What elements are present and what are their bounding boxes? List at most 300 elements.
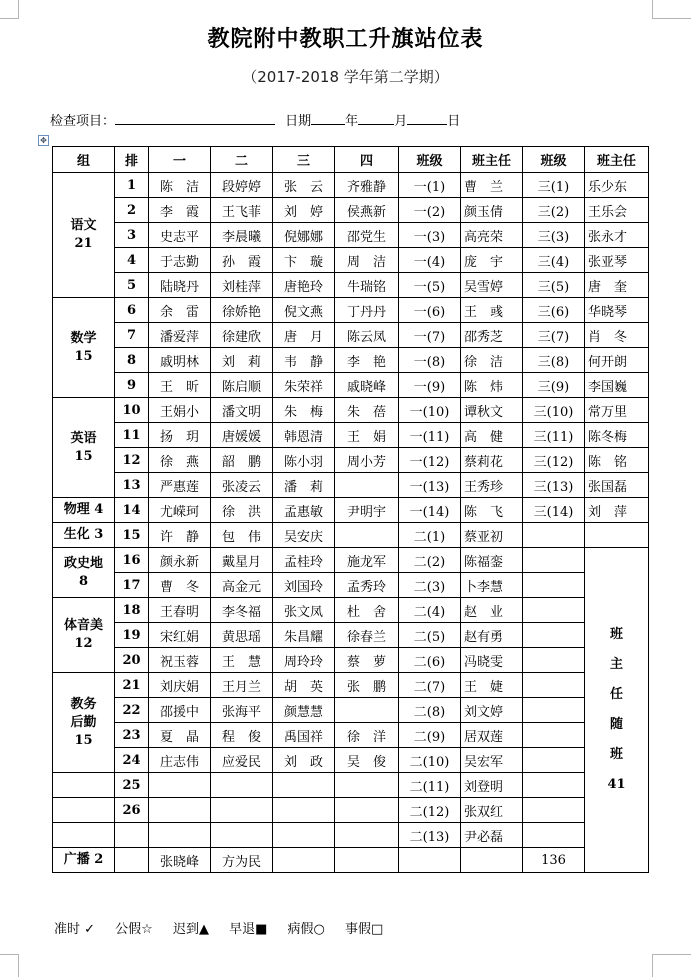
- row-number: 10: [115, 398, 149, 423]
- class-name: [523, 798, 585, 823]
- class-teacher: 蔡莉花: [461, 448, 523, 473]
- staff-name: 孙 霞: [211, 248, 273, 273]
- table-move-handle-icon[interactable]: ✥: [38, 135, 49, 146]
- row-number: 22: [115, 698, 149, 723]
- staff-name: 李晨曦: [211, 223, 273, 248]
- table-row: [53, 773, 649, 798]
- staff-name: [149, 773, 211, 798]
- staff-name: 于志勤: [149, 248, 211, 273]
- staff-name: 潘 莉: [273, 473, 335, 498]
- day-label: 日: [447, 114, 461, 129]
- class-name: 二(5): [399, 623, 461, 648]
- month-blank[interactable]: [358, 112, 394, 125]
- page-corner-mark: [0, 0, 19, 19]
- class-name: 二(8): [399, 698, 461, 723]
- staff-name: [211, 773, 273, 798]
- class-teacher: 邵秀芝: [461, 323, 523, 348]
- day-blank[interactable]: [407, 112, 447, 125]
- table-row: [53, 523, 649, 548]
- class-name: 三(10): [523, 398, 585, 423]
- staff-name: 陈小羽: [273, 448, 335, 473]
- staff-name: 段婷婷: [211, 173, 273, 198]
- staff-name: 徐春兰: [335, 623, 399, 648]
- staff-name: [335, 523, 399, 548]
- check-item-label: 检查项目：: [50, 114, 116, 129]
- class-name: 一(10): [399, 398, 461, 423]
- class-teacher: 张国磊: [585, 473, 649, 498]
- month-label: 月: [394, 114, 408, 129]
- page-subtitle: （2017-2018 学年第二学期）: [242, 68, 449, 86]
- staff-name: 方为民: [211, 848, 273, 873]
- staff-name: 倪娜娜: [273, 223, 335, 248]
- staff-name: 唐 月: [273, 323, 335, 348]
- row-number: 2: [115, 198, 149, 223]
- staff-name: 丁丹丹: [335, 298, 399, 323]
- legend-early: 早退■: [229, 922, 268, 937]
- class-teacher: [461, 848, 523, 873]
- row-number: 8: [115, 348, 149, 373]
- row-number: [115, 823, 149, 848]
- staff-name: 张 云: [273, 173, 335, 198]
- class-teacher: 庞 宇: [461, 248, 523, 273]
- year-blank[interactable]: [311, 112, 345, 125]
- class-name: 三(14): [523, 498, 585, 523]
- class-teacher: 王 婕: [461, 673, 523, 698]
- class-teacher: 王 彧: [461, 298, 523, 323]
- group-cell: 英语 15: [53, 398, 115, 498]
- class-teacher: 陈 炜: [461, 373, 523, 398]
- staff-name: 高金元: [211, 573, 273, 598]
- class-teacher: 赵有勇: [461, 623, 523, 648]
- row-number: 26: [115, 798, 149, 823]
- staff-name: 王 慧: [211, 648, 273, 673]
- row-number: 17: [115, 573, 149, 598]
- table-row: [53, 448, 649, 473]
- staff-name: 邵党生: [335, 223, 399, 248]
- class-name: [523, 698, 585, 723]
- staff-name: 陈 洁: [149, 173, 211, 198]
- staff-name: [335, 698, 399, 723]
- staff-name: 孟惠敏: [273, 498, 335, 523]
- legend-ontime: 准时 ✓: [54, 922, 96, 937]
- class-teacher: 颜玉倩: [461, 198, 523, 223]
- table-row: [53, 298, 649, 323]
- class-name: [523, 673, 585, 698]
- staff-name: 史志平: [149, 223, 211, 248]
- staff-name: 王 娟: [335, 423, 399, 448]
- staff-name: [335, 848, 399, 873]
- header-cell: 一: [149, 147, 211, 173]
- staff-name: [273, 823, 335, 848]
- header-cell: 班主任: [585, 147, 649, 173]
- staff-name: 徐建欣: [211, 323, 273, 348]
- class-name: 一(13): [399, 473, 461, 498]
- class-name: [523, 648, 585, 673]
- staff-name: 戚晓峰: [335, 373, 399, 398]
- class-name: 一(12): [399, 448, 461, 473]
- table-row: [53, 823, 649, 848]
- staff-name: 禹国祥: [273, 723, 335, 748]
- staff-name: 张凌云: [211, 473, 273, 498]
- class-teacher: 张双红: [461, 798, 523, 823]
- class-teacher: 王乐会: [585, 198, 649, 223]
- class-teacher: [585, 523, 649, 548]
- legend-public-leave: 公假☆: [115, 922, 153, 937]
- row-number: 9: [115, 373, 149, 398]
- staff-name: 黄思瑶: [211, 623, 273, 648]
- class-teacher: 乐少东: [585, 173, 649, 198]
- class-name: 二(4): [399, 598, 461, 623]
- staff-name: 刘桂萍: [211, 273, 273, 298]
- row-number: 21: [115, 673, 149, 698]
- class-name: 三(11): [523, 423, 585, 448]
- group-cell: 教务 后勤 15: [53, 673, 115, 773]
- staff-name: 唐媛媛: [211, 423, 273, 448]
- class-teacher: 陈福銮: [461, 548, 523, 573]
- class-name: [523, 748, 585, 773]
- class-name: 一(2): [399, 198, 461, 223]
- staff-name: 韦 静: [273, 348, 335, 373]
- class-name: 136: [523, 848, 585, 873]
- table-header-row: [53, 147, 649, 173]
- staff-name: 邵援中: [149, 698, 211, 723]
- staff-name: 倪文燕: [273, 298, 335, 323]
- staff-name: 刘 莉: [211, 348, 273, 373]
- class-name: 三(6): [523, 298, 585, 323]
- row-number: 25: [115, 773, 149, 798]
- staff-name: 胡 英: [273, 673, 335, 698]
- class-name: 二(13): [399, 823, 461, 848]
- group-cell: 广播 2: [53, 848, 115, 873]
- table-row: [53, 723, 649, 748]
- staff-name: 朱 蓓: [335, 398, 399, 423]
- staff-name: [149, 823, 211, 848]
- group-cell: 体音美 12: [53, 598, 115, 673]
- staff-name: 王 昕: [149, 373, 211, 398]
- staff-name: 严惠莲: [149, 473, 211, 498]
- class-teacher: 蔡亚初: [461, 523, 523, 548]
- header-cell: 班级: [399, 147, 461, 173]
- table-row: [53, 423, 649, 448]
- page-corner-mark: [0, 954, 19, 977]
- staff-name: 孟桂玲: [273, 548, 335, 573]
- staff-name: 刘 婷: [273, 198, 335, 223]
- staff-name: [335, 473, 399, 498]
- staff-name: 张文凤: [273, 598, 335, 623]
- class-name: 一(6): [399, 298, 461, 323]
- staff-name: 徐 洪: [211, 498, 273, 523]
- staff-name: 朱荣祥: [273, 373, 335, 398]
- class-name: 二(11): [399, 773, 461, 798]
- class-teacher: 冯晓雯: [461, 648, 523, 673]
- page-corner-mark: [652, 0, 691, 19]
- class-teacher: 陈冬梅: [585, 423, 649, 448]
- class-teacher: 肖 冬: [585, 323, 649, 348]
- staff-name: 陆晓丹: [149, 273, 211, 298]
- page-corner-mark: [652, 954, 691, 977]
- class-teacher: 陈 飞: [461, 498, 523, 523]
- class-name: 三(7): [523, 323, 585, 348]
- legend-personal: 事假□: [345, 922, 384, 937]
- table-row: [53, 498, 649, 523]
- class-teacher: 高 健: [461, 423, 523, 448]
- staff-name: 程 俊: [211, 723, 273, 748]
- table-row: [53, 248, 649, 273]
- header-cell: 二: [211, 147, 273, 173]
- staff-name: 宋红娟: [149, 623, 211, 648]
- staff-name: 徐 洋: [335, 723, 399, 748]
- staff-name: [335, 773, 399, 798]
- class-teacher: 曹 兰: [461, 173, 523, 198]
- follow-class-note: 班 主 任 随 班 41: [585, 548, 649, 873]
- row-number: 7: [115, 323, 149, 348]
- class-name: 一(11): [399, 423, 461, 448]
- class-name: [399, 848, 461, 873]
- row-number: 19: [115, 623, 149, 648]
- table-row: [53, 548, 649, 573]
- group-cell: 生化 3: [53, 523, 115, 548]
- table-row: [53, 648, 649, 673]
- row-number: 12: [115, 448, 149, 473]
- staff-name: 刘国玲: [273, 573, 335, 598]
- row-number: 24: [115, 748, 149, 773]
- class-teacher: 徐 洁: [461, 348, 523, 373]
- group-cell: 语文 21: [53, 173, 115, 298]
- row-number: 20: [115, 648, 149, 673]
- staff-name: 陈云凤: [335, 323, 399, 348]
- table-row: [53, 473, 649, 498]
- staff-name: 孟秀玲: [335, 573, 399, 598]
- staff-name: 潘文明: [211, 398, 273, 423]
- class-name: 一(4): [399, 248, 461, 273]
- row-number: 11: [115, 423, 149, 448]
- date-label: 日期: [285, 114, 312, 129]
- staff-name: 潘爱萍: [149, 323, 211, 348]
- staff-name: 曹 冬: [149, 573, 211, 598]
- staff-name: 杜 舍: [335, 598, 399, 623]
- class-teacher: 张亚琴: [585, 248, 649, 273]
- header-cell: 班主任: [461, 147, 523, 173]
- header-cell: 四: [335, 147, 399, 173]
- class-teacher: 刘登明: [461, 773, 523, 798]
- check-item-blank[interactable]: [115, 112, 275, 125]
- legend-sick: 病假○: [287, 922, 325, 937]
- table-row: [53, 173, 649, 198]
- row-number: 14: [115, 498, 149, 523]
- class-name: 三(9): [523, 373, 585, 398]
- class-name: 三(12): [523, 448, 585, 473]
- class-teacher: 王秀珍: [461, 473, 523, 498]
- class-name: 三(5): [523, 273, 585, 298]
- staff-name: 庄志伟: [149, 748, 211, 773]
- group-cell: 物理 4: [53, 498, 115, 523]
- class-teacher: 何开朗: [585, 348, 649, 373]
- staff-name: 王飞菲: [211, 198, 273, 223]
- staff-name: 颜慧慧: [273, 698, 335, 723]
- staff-name: 施龙军: [335, 548, 399, 573]
- staff-name: 应爱民: [211, 748, 273, 773]
- staff-name: 尤嵘珂: [149, 498, 211, 523]
- staff-name: 王月兰: [211, 673, 273, 698]
- staff-name: 包 伟: [211, 523, 273, 548]
- class-name: 二(2): [399, 548, 461, 573]
- group-cell: 政史地 8: [53, 548, 115, 598]
- staff-name: 张 鹏: [335, 673, 399, 698]
- class-teacher: 唐 奎: [585, 273, 649, 298]
- staff-name: 许 静: [149, 523, 211, 548]
- row-number: 6: [115, 298, 149, 323]
- staff-name: 戚明林: [149, 348, 211, 373]
- staff-name: 李 艳: [335, 348, 399, 373]
- class-name: 三(4): [523, 248, 585, 273]
- row-number: 1: [115, 173, 149, 198]
- class-name: 一(7): [399, 323, 461, 348]
- class-name: 一(5): [399, 273, 461, 298]
- class-teacher: 卜李慧: [461, 573, 523, 598]
- header-cell: 三: [273, 147, 335, 173]
- class-name: [523, 548, 585, 573]
- staff-name: 吴安庆: [273, 523, 335, 548]
- staff-name: 侯燕新: [335, 198, 399, 223]
- class-name: 二(12): [399, 798, 461, 823]
- class-name: [523, 523, 585, 548]
- class-name: 二(3): [399, 573, 461, 598]
- class-teacher: 刘文婷: [461, 698, 523, 723]
- class-teacher: 吴雪婷: [461, 273, 523, 298]
- staff-name: 韶 鹏: [211, 448, 273, 473]
- staff-name: 余 雷: [149, 298, 211, 323]
- staff-name: 刘 政: [273, 748, 335, 773]
- table-row: [53, 748, 649, 773]
- staff-name: 卞 璇: [273, 248, 335, 273]
- staff-name: 徐娇艳: [211, 298, 273, 323]
- class-teacher: 居双莲: [461, 723, 523, 748]
- year-label: 年: [345, 114, 359, 129]
- group-cell: [53, 823, 115, 848]
- header-cell: 班级: [523, 147, 585, 173]
- class-name: 二(7): [399, 673, 461, 698]
- class-name: [523, 598, 585, 623]
- table-row: [53, 348, 649, 373]
- class-name: 二(6): [399, 648, 461, 673]
- row-number: 5: [115, 273, 149, 298]
- staff-name: 朱昌耀: [273, 623, 335, 648]
- staff-name: 齐雅静: [335, 173, 399, 198]
- staff-name: [273, 798, 335, 823]
- staff-name: 徐 燕: [149, 448, 211, 473]
- staff-name: 蔡 萝: [335, 648, 399, 673]
- staff-name: 戴星月: [211, 548, 273, 573]
- table-row: [53, 373, 649, 398]
- header-cell: 组: [53, 147, 115, 173]
- class-name: 一(9): [399, 373, 461, 398]
- staff-name: 张海平: [211, 698, 273, 723]
- staff-name: 牛瑞铭: [335, 273, 399, 298]
- staff-name: 张晓峰: [149, 848, 211, 873]
- table-row: [53, 398, 649, 423]
- staff-name: 朱 梅: [273, 398, 335, 423]
- staff-name: 尹明宇: [335, 498, 399, 523]
- staff-name: 吴 俊: [335, 748, 399, 773]
- table-row: [53, 798, 649, 823]
- class-name: 二(9): [399, 723, 461, 748]
- staff-name: 祝玉蓉: [149, 648, 211, 673]
- group-cell: [53, 798, 115, 823]
- staff-name: 韩恩清: [273, 423, 335, 448]
- class-teacher: 谭秋文: [461, 398, 523, 423]
- table-row: [53, 573, 649, 598]
- table-row: [53, 623, 649, 648]
- staff-name: [211, 823, 273, 848]
- class-name: 二(10): [399, 748, 461, 773]
- staff-name: 周玲玲: [273, 648, 335, 673]
- class-teacher: 刘 萍: [585, 498, 649, 523]
- group-cell: [53, 773, 115, 798]
- staff-name: 唐艳玲: [273, 273, 335, 298]
- row-number: 23: [115, 723, 149, 748]
- class-name: [523, 773, 585, 798]
- staff-name: 扬 玥: [149, 423, 211, 448]
- class-name: 三(13): [523, 473, 585, 498]
- class-teacher: 华晓琴: [585, 298, 649, 323]
- class-teacher: 张永才: [585, 223, 649, 248]
- staff-name: [149, 798, 211, 823]
- staff-name: [273, 773, 335, 798]
- class-teacher: 高亮荣: [461, 223, 523, 248]
- row-number: 15: [115, 523, 149, 548]
- class-name: 三(8): [523, 348, 585, 373]
- table-row: [53, 273, 649, 298]
- check-line: [50, 110, 460, 129]
- staff-name: 王娟小: [149, 398, 211, 423]
- class-teacher: 李国巍: [585, 373, 649, 398]
- table-row: [53, 673, 649, 698]
- row-number: 3: [115, 223, 149, 248]
- class-name: 三(3): [523, 223, 585, 248]
- staff-name: 周 洁: [335, 248, 399, 273]
- staff-name: [335, 798, 399, 823]
- staff-name: 王春明: [149, 598, 211, 623]
- class-teacher: 尹必磊: [461, 823, 523, 848]
- table-row: [53, 598, 649, 623]
- class-name: [523, 573, 585, 598]
- class-name: 一(8): [399, 348, 461, 373]
- class-name: 三(2): [523, 198, 585, 223]
- table-row: [53, 198, 649, 223]
- staff-name: 颜永新: [149, 548, 211, 573]
- staff-name: 夏 晶: [149, 723, 211, 748]
- staff-name: 李冬福: [211, 598, 273, 623]
- row-number: 16: [115, 548, 149, 573]
- staff-name: [211, 798, 273, 823]
- staff-name: 陈启顺: [211, 373, 273, 398]
- attendance-legend: [54, 918, 399, 937]
- class-teacher: 吴宏军: [461, 748, 523, 773]
- row-number: 13: [115, 473, 149, 498]
- legend-late: 迟到▲: [172, 922, 209, 937]
- row-number: 18: [115, 598, 149, 623]
- table-row: [53, 848, 649, 873]
- class-name: 二(1): [399, 523, 461, 548]
- table-row: [53, 323, 649, 348]
- class-name: 一(14): [399, 498, 461, 523]
- class-teacher: 常万里: [585, 398, 649, 423]
- class-name: 三(1): [523, 173, 585, 198]
- standing-position-table: [52, 146, 649, 873]
- class-name: [523, 623, 585, 648]
- class-teacher: 赵 业: [461, 598, 523, 623]
- staff-name: 李 霞: [149, 198, 211, 223]
